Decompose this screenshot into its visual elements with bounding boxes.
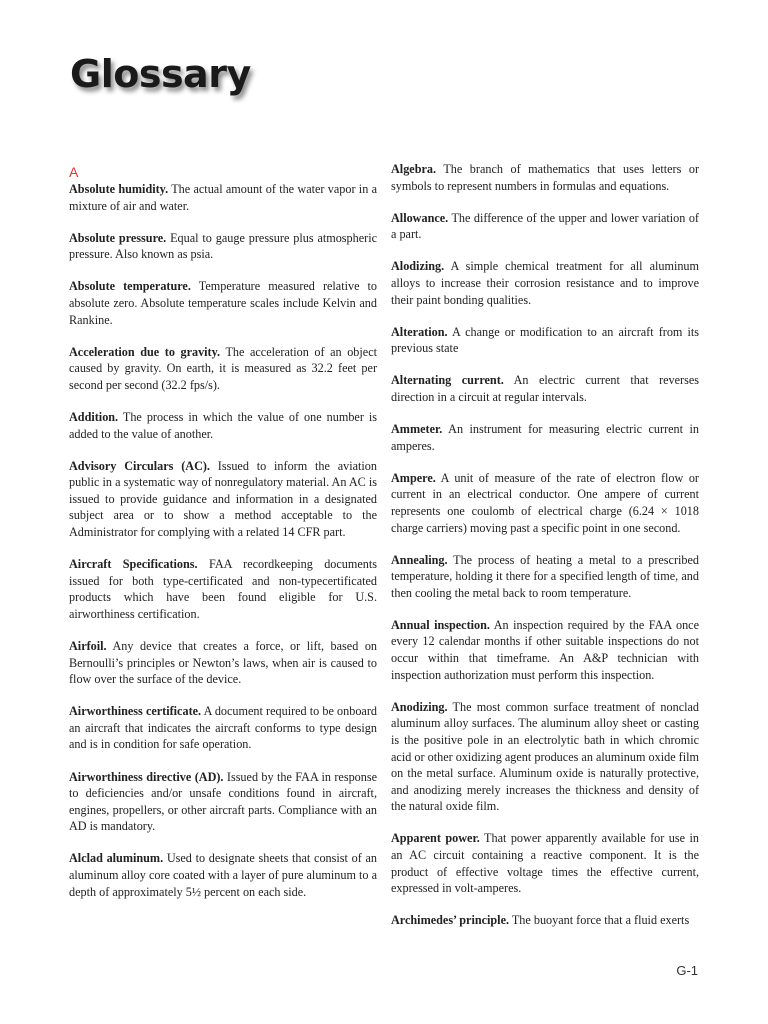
glossary-term: Acceleration due to gravity.: [69, 344, 221, 359]
glossary-definition: Equal to gauge pressure plus atmospheric pressure. Also known as psia.: [69, 230, 378, 262]
glossary-term: Airfoil.: [69, 638, 107, 653]
glossary-term: Aircraft Specifications.: [69, 557, 198, 572]
glossary-term: Absolute humidity.: [69, 182, 169, 196]
glossary-column-right: [391, 161, 699, 944]
glossary-term: Apparent power.: [391, 831, 480, 846]
glossary-term: Alteration.: [391, 324, 448, 339]
page-number: G-1: [676, 963, 698, 978]
glossary-term: Anodizing.: [391, 699, 448, 714]
glossary-entry: [69, 181, 377, 214]
glossary-definition: A document required to be onboard an aircraft that indicates the aircraft conforms to type design and is in condition for safe operation.: [69, 704, 377, 752]
glossary-definition: The actual amount of the water vapor in a mixture of air and water.: [69, 182, 378, 213]
glossary-definition: The buoyant force that a fluid exerts: [511, 913, 690, 928]
glossary-entry: [69, 409, 377, 442]
page-title: Glossary: [70, 52, 251, 96]
glossary-term: Airworthiness directive (AD).: [69, 769, 224, 784]
glossary-term: Algebra.: [391, 162, 437, 176]
glossary-entry: [391, 210, 699, 243]
glossary-definition: Issued by the FAA in response to deficiencies and/or unsafe conditions found in aircraft, engines, propellers, or other aircraft parts. Compliance with an AD is mandatory.: [69, 769, 378, 834]
glossary-term: Airworthiness certificate.: [69, 704, 202, 719]
glossary-term: Alclad aluminum.: [69, 851, 164, 866]
glossary-definition: That power apparently available for use in an AC circuit containing a reactive component. It is the product of effective voltage times the effective current, expressed in volt-amperes.: [391, 831, 699, 896]
glossary-entry: [391, 470, 699, 536]
glossary-entry: [391, 324, 699, 357]
glossary-entry: [69, 278, 377, 328]
glossary-term: Alternating current.: [391, 373, 504, 388]
glossary-entry: [391, 161, 699, 194]
glossary-definition: The acceleration of an object caused by gravity. On earth, it is measured as 32.2 feet per second per second (32.2 fps/s).: [69, 344, 377, 392]
glossary-term: Addition.: [69, 409, 119, 424]
glossary-entry: [391, 552, 699, 602]
glossary-definition: A simple chemical treatment for all aluminum alloys to increase their corrosion resistance and to improve their paint bonding qualities.: [391, 259, 699, 307]
glossary-definition: An electric current that reverses direction in a circuit at regular intervals.: [391, 373, 699, 404]
glossary-term: Annealing.: [391, 552, 448, 567]
glossary-term: Allowance.: [391, 210, 449, 225]
glossary-entry: [391, 912, 699, 929]
glossary-column-left: [69, 161, 377, 916]
glossary-term: Annual inspection.: [391, 617, 490, 632]
glossary-definition: A change or modification to an aircraft from its previous state: [391, 324, 699, 356]
glossary-term: Absolute temperature.: [69, 279, 191, 294]
glossary-entry: [69, 850, 377, 900]
glossary-definition: The process in which the value of one number is added to the value of another.: [69, 409, 377, 441]
glossary-definition: A unit of measure of the rate of electron flow or current in an electrical conductor. One ampere of current represents one coulomb of electrical charge (6.24 × 1018 charge carriers) moving past a specific point in one second.: [391, 470, 699, 535]
glossary-definition: FAA recordkeeping documents issued for both type-certificated and non-typecertificated products which have been found eligible for U.S. airworthiness certification.: [69, 557, 378, 621]
glossary-entry: [69, 769, 377, 835]
glossary-entry: [391, 421, 699, 454]
glossary-entry: [69, 344, 377, 394]
glossary-entry: [391, 372, 699, 405]
glossary-entry: [69, 703, 377, 753]
glossary-definition: The most common surface treatment of nonclad aluminum alloy surfaces. The aluminum alloy sheet or casting is the positive pole in an electrolytic bath in which chromic acid or other oxidizing agent produces an aluminum oxide film on the metal surface. Aluminum oxide is naturally protective, and anodizing merely increases the thickness and density of the natural oxide film.: [391, 699, 699, 814]
glossary-term: Absolute pressure.: [69, 230, 167, 245]
glossary-definition: Any device that creates a force, or lift, based on Bernoulli’s principles or Newton’s laws, when air is caused to flow over the surface of the device.: [69, 638, 378, 687]
glossary-entry: [69, 556, 377, 622]
glossary-definition: The process of heating a metal to a prescribed temperature, holding it there for a specified length of time, and then cooling the metal back to room temperature.: [391, 552, 699, 600]
glossary-entry: [69, 458, 377, 541]
glossary-definition: Temperature measured relative to absolute zero. Absolute temperature scales include Kelvin and Rankine.: [69, 279, 378, 327]
glossary-definition: An inspection required by the FAA once every 12 calendar months if other suitable inspections do not occur within that timeframe. An A&P technician with inspection authorization must perform this inspection.: [391, 617, 700, 682]
glossary-definition: An instrument for measuring electric current in amperes.: [391, 422, 699, 453]
glossary-term: Alodizing.: [391, 259, 445, 274]
glossary-entry: [69, 230, 377, 263]
glossary-definition: The branch of mathematics that uses letters or symbols to represent numbers in formulas and equations.: [391, 162, 700, 193]
glossary-term: Ammeter.: [391, 422, 443, 437]
glossary-entry: [391, 699, 699, 815]
glossary-entry: [391, 617, 699, 683]
glossary-entry: [69, 638, 377, 688]
glossary-definition: Issued to inform the aviation public in a systematic way of nonregulatory material. An AC is issued to provide guidance and information in a designated subject area or to show a method acceptable to the Administrator for complying with a related 14 CFR part.: [69, 458, 377, 539]
glossary-term: Archimedes’ principle.: [391, 913, 510, 928]
glossary-definition: The difference of the upper and lower variation of a part.: [391, 210, 699, 242]
glossary-entry: [391, 830, 699, 896]
glossary-term: Advisory Circulars (AC).: [69, 458, 210, 473]
glossary-term: Ampere.: [391, 470, 436, 485]
glossary-entry: [391, 258, 699, 308]
section-letter: A: [69, 164, 79, 180]
glossary-definition: Used to designate sheets that consist of an aluminum alloy core coated with a layer of pure aluminum to a depth of approximately 5½ percent on each side.: [69, 851, 377, 899]
